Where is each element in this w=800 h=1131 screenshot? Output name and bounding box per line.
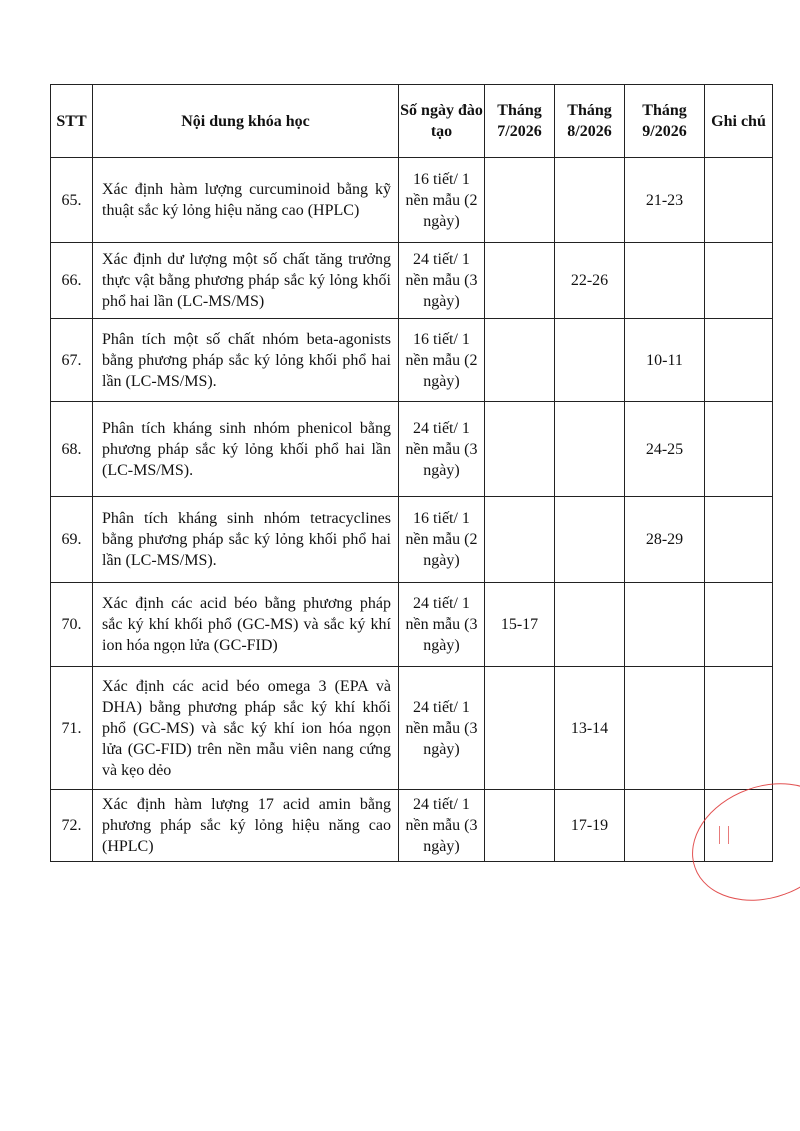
row-month-7 [485,243,555,319]
row-month-7: 15-17 [485,583,555,667]
row-note [705,243,773,319]
header-content: Nội dung khóa học [93,85,399,158]
row-month-9 [625,667,705,790]
row-content: Xác định hàm lượng 17 acid amin bằng phương pháp sắc ký lỏng hiệu năng cao (HPLC) [93,790,399,862]
header-stt: STT [51,85,93,158]
row-note [705,158,773,243]
training-schedule-table [50,84,773,862]
row-note [705,583,773,667]
row-month-7 [485,158,555,243]
table-row [51,319,773,402]
table-row [51,583,773,667]
row-month-9: 10-11 [625,319,705,402]
row-content: Xác định dư lượng một số chất tăng trưởng thực vật bằng phương pháp sắc ký lỏng khối phổ hai lần (LC-MS/MS) [93,243,399,319]
table-row [51,243,773,319]
row-month-7 [485,497,555,583]
header-month-7: Tháng 7/2026 [485,85,555,158]
header-duration: Số ngày đào tạo [399,85,485,158]
row-stt: 70. [51,583,93,667]
row-month-8: 13-14 [555,667,625,790]
row-duration: 24 tiết/ 1 nền mẫu (3 ngày) [399,667,485,790]
row-content: Phân tích một số chất nhóm beta-agonists bằng phương pháp sắc ký lỏng khối phổ hai lần (LC-MS/MS). [93,319,399,402]
row-duration: 24 tiết/ 1 nền mẫu (3 ngày) [399,402,485,497]
row-note [705,667,773,790]
row-month-8: 22-26 [555,243,625,319]
row-stt: 67. [51,319,93,402]
row-month-8 [555,319,625,402]
row-stt: 71. [51,667,93,790]
row-stt: 66. [51,243,93,319]
row-month-8 [555,497,625,583]
row-month-9: 21-23 [625,158,705,243]
row-duration: 16 tiết/ 1 nền mẫu (2 ngày) [399,497,485,583]
row-stt: 72. [51,790,93,862]
row-month-8 [555,158,625,243]
table-row [51,497,773,583]
row-month-9 [625,583,705,667]
row-duration: 24 tiết/ 1 nền mẫu (3 ngày) [399,243,485,319]
row-content: Xác định các acid béo bằng phương pháp sắc ký khí khối phổ (GC-MS) và sắc ký khí ion hóa ngọn lửa (GC-FID) [93,583,399,667]
row-duration: 16 tiết/ 1 nền mẫu (2 ngày) [399,158,485,243]
row-month-8 [555,402,625,497]
row-stt: 69. [51,497,93,583]
table-row [51,402,773,497]
row-duration: 16 tiết/ 1 nền mẫu (2 ngày) [399,319,485,402]
seal-mark [719,826,729,844]
row-month-7 [485,667,555,790]
row-note [705,402,773,497]
row-month-7 [485,319,555,402]
row-content: Phân tích kháng sinh nhóm tetracyclines bằng phương pháp sắc ký lỏng khối phổ hai lần (LC-MS/MS). [93,497,399,583]
table-row [51,158,773,243]
row-duration: 24 tiết/ 1 nền mẫu (3 ngày) [399,583,485,667]
row-stt: 68. [51,402,93,497]
header-row [51,85,773,158]
row-content: Xác định hàm lượng curcuminoid bằng kỹ thuật sắc ký lỏng hiệu năng cao (HPLC) [93,158,399,243]
row-month-9: 24-25 [625,402,705,497]
row-note [705,497,773,583]
row-month-9 [625,243,705,319]
row-month-7 [485,790,555,862]
row-month-8: 17-19 [555,790,625,862]
header-month-9: Tháng 9/2026 [625,85,705,158]
row-note [705,319,773,402]
table-row [51,790,773,862]
header-note: Ghi chú [705,85,773,158]
row-month-9: 28-29 [625,497,705,583]
table-row [51,667,773,790]
row-month-8 [555,583,625,667]
header-month-8: Tháng 8/2026 [555,85,625,158]
row-month-7 [485,402,555,497]
row-content: Xác định các acid béo omega 3 (EPA và DHA) bằng phương pháp sắc ký khí khối phổ (GC-MS) và sắc ký khí ion hóa ngọn lửa (GC-FID) trên nền mẫu viên nang cứng và kẹo dẻo [93,667,399,790]
row-stt: 65. [51,158,93,243]
row-content: Phân tích kháng sinh nhóm phenicol bằng phương pháp sắc ký lỏng khối phổ hai lần (LC-MS/MS). [93,402,399,497]
row-duration: 24 tiết/ 1 nền mẫu (3 ngày) [399,790,485,862]
